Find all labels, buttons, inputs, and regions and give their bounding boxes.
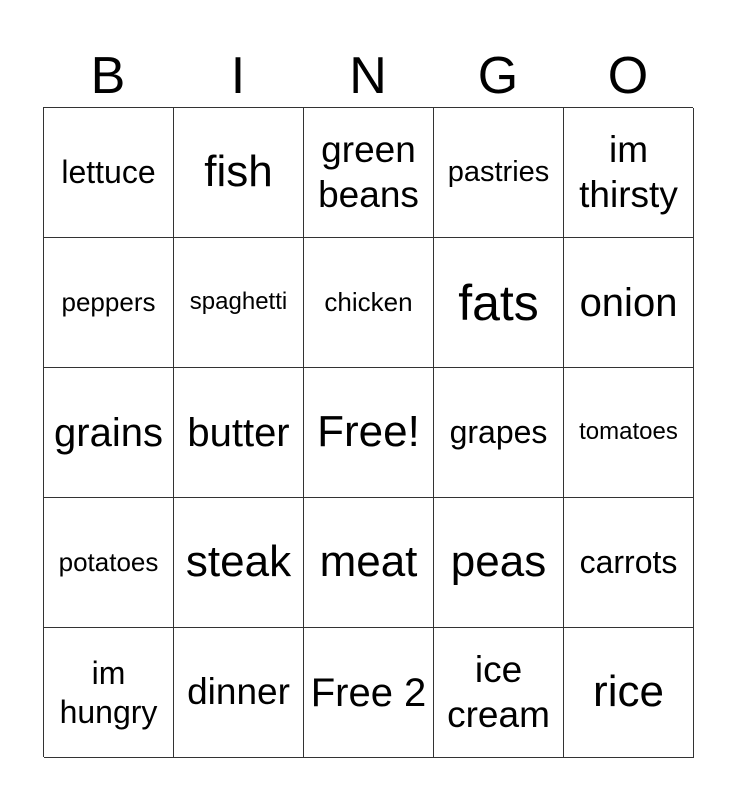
cell-label: fish xyxy=(204,147,273,197)
cell-label: meat xyxy=(319,537,418,587)
bingo-cell[interactable] xyxy=(174,498,304,628)
cell-label: fats xyxy=(458,274,539,331)
bingo-cell[interactable] xyxy=(44,368,174,498)
cell-label: carrots xyxy=(579,544,678,581)
cell-label: green beans xyxy=(318,129,419,215)
bingo-cell[interactable] xyxy=(434,628,564,758)
cell-label: im thirsty xyxy=(579,129,678,215)
cell-label: tomatoes xyxy=(579,418,678,446)
header-letter-o: O xyxy=(607,47,649,105)
bingo-cell[interactable] xyxy=(44,628,174,758)
cell-label: steak xyxy=(185,537,292,587)
bingo-cell[interactable] xyxy=(174,238,304,368)
cell-label: lettuce xyxy=(61,154,156,191)
header-letter-n: N xyxy=(349,47,387,105)
free-space[interactable] xyxy=(304,628,434,758)
bingo-cell[interactable] xyxy=(564,628,694,758)
bingo-cell[interactable] xyxy=(44,238,174,368)
cell-label: peppers xyxy=(61,286,156,317)
cell-label: onion xyxy=(579,280,678,325)
bingo-cell[interactable] xyxy=(434,238,564,368)
bingo-cell[interactable] xyxy=(304,238,434,368)
cell-label: Free! xyxy=(317,407,420,457)
bingo-cell[interactable] xyxy=(434,108,564,238)
bingo-board xyxy=(43,107,693,757)
cell-label: ice cream xyxy=(447,649,550,735)
bingo-cell[interactable] xyxy=(174,368,304,498)
cell-label: rice xyxy=(593,667,664,717)
bingo-cell[interactable] xyxy=(564,108,694,238)
bingo-cell[interactable] xyxy=(564,368,694,498)
cell-label: im hungry xyxy=(59,655,158,730)
cell-label: chicken xyxy=(324,286,413,317)
bingo-cell[interactable] xyxy=(434,498,564,628)
bingo-cell[interactable] xyxy=(174,108,304,238)
bingo-cell[interactable] xyxy=(44,108,174,238)
cell-label: pastries xyxy=(447,156,550,189)
bingo-cell[interactable] xyxy=(174,628,304,758)
cell-label: grapes xyxy=(449,414,548,451)
cell-label: grains xyxy=(54,410,163,455)
cell-label: butter xyxy=(187,410,290,455)
bingo-cell[interactable] xyxy=(44,498,174,628)
cell-label: dinner xyxy=(187,671,290,713)
cell-label: potatoes xyxy=(58,546,159,577)
header-letter-i: I xyxy=(230,47,246,105)
cell-label: peas xyxy=(450,537,547,587)
bingo-cell[interactable] xyxy=(304,498,434,628)
cell-label: Free 2 xyxy=(310,670,427,715)
cell-label: spaghetti xyxy=(189,288,288,316)
bingo-cell[interactable] xyxy=(434,368,564,498)
bingo-cell[interactable] xyxy=(564,238,694,368)
header-letter-b: B xyxy=(90,47,126,105)
bingo-cell[interactable] xyxy=(304,108,434,238)
free-space[interactable] xyxy=(304,368,434,498)
bingo-header xyxy=(43,44,693,108)
header-letter-g: G xyxy=(477,47,519,105)
bingo-cell[interactable] xyxy=(564,498,694,628)
